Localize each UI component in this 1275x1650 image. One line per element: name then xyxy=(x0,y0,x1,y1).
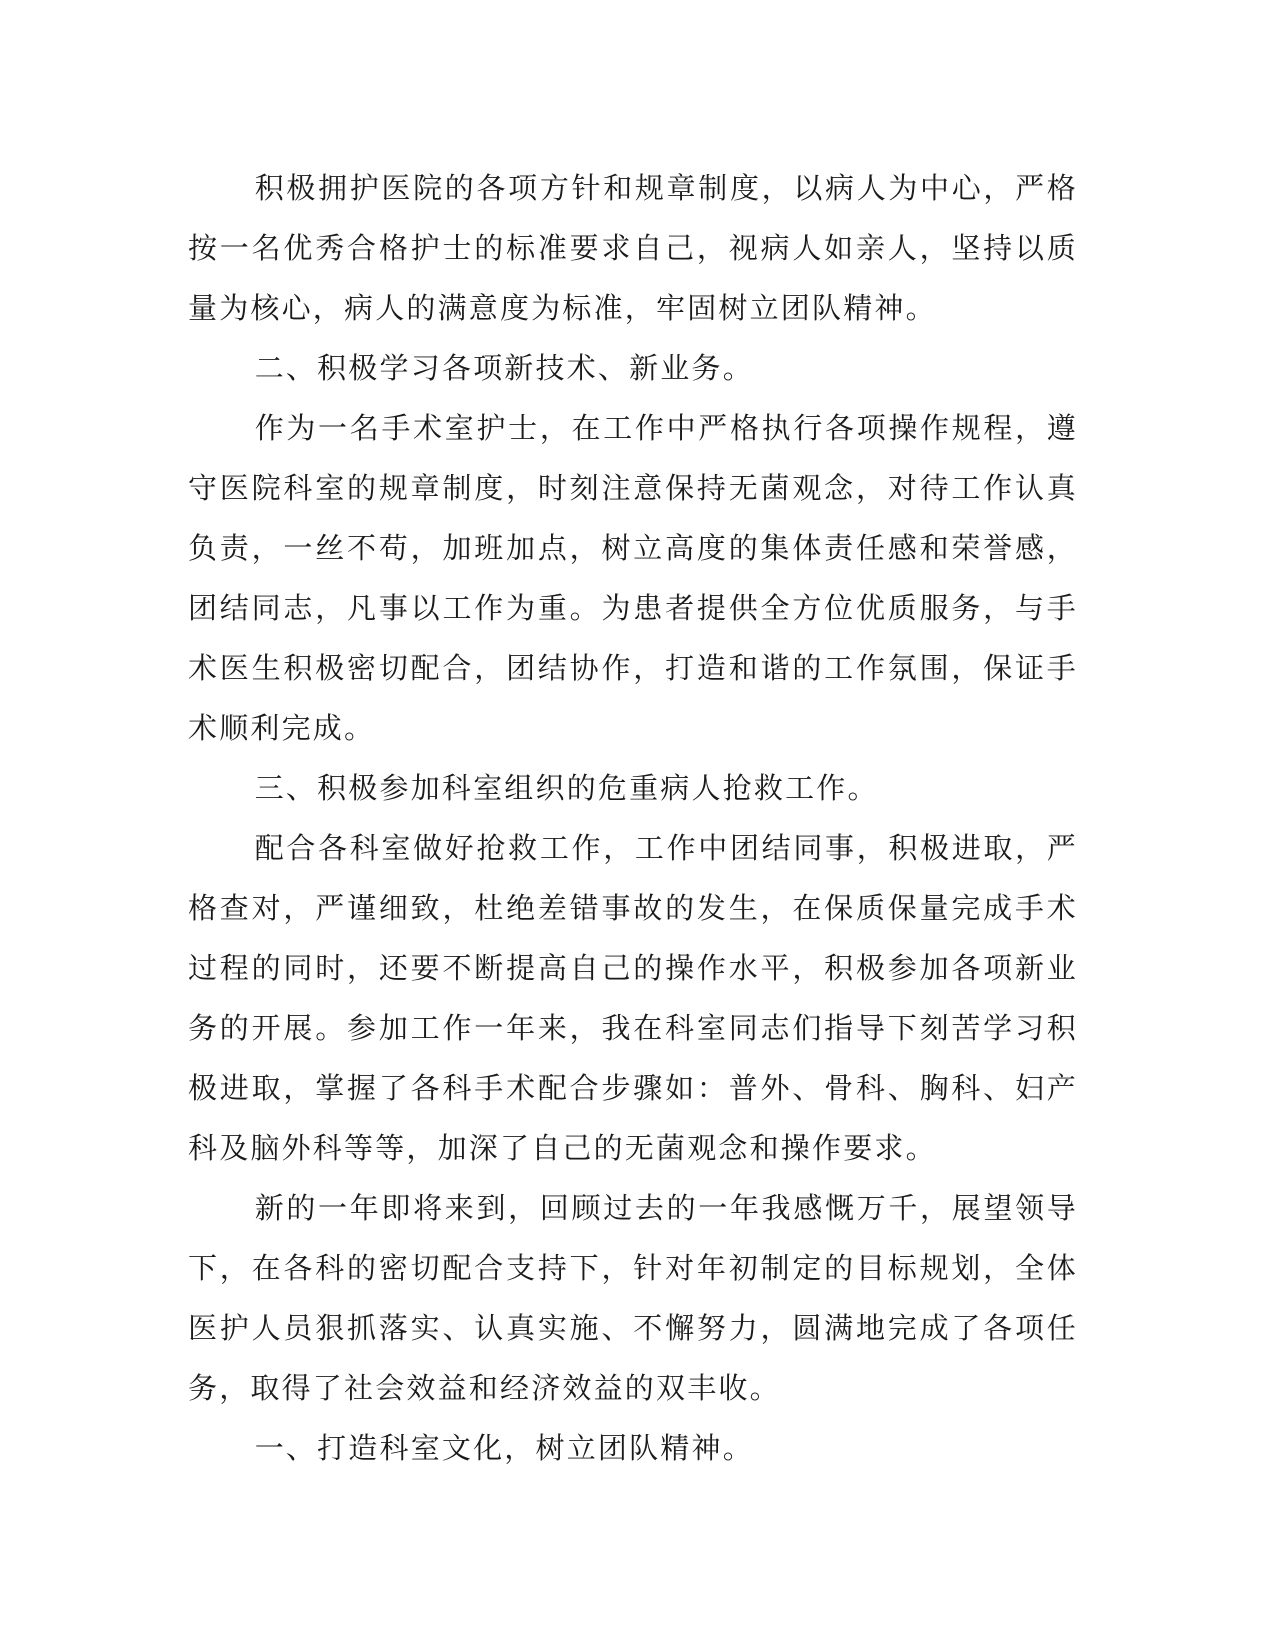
paragraph-rescue-work-and-learning: 配合各科室做好抢救工作，工作中团结同事，积极进取，严格查对，严谨细致，杜绝差错事故的发生，在保质保量完成手术过程的同时，还要不断提高自己的操作水平，积极参加各项新业务的开展。参加工作一年来，我在科室同志们指导下刻苦学习积极进取，掌握了各科手术配合步骤如：普外、骨科、胸科、妇产科及脑外科等等，加深了自己的无菌观念和操作要求。 xyxy=(188,831,1078,1165)
section-heading-learn-new-techniques: 二、积极学习各项新技术、新业务。 xyxy=(254,351,754,385)
section-heading-critical-patient-rescue: 三、积极参加科室组织的危重病人抢救工作。 xyxy=(254,771,879,805)
paragraph-operating-room-nurse-duties: 作为一名手术室护士，在工作中严格执行各项操作规程，遵守医院科室的规章制度，时刻注意保持无菌观念，对待工作认真负责，一丝不苟，加班加点，树立高度的集体责任感和荣誉感，团结同志，凡事以工作为重。为患者提供全方位优质服务，与手术医生积极密切配合，团结协作，打造和谐的工作氛围，保证手术顺利完成。 xyxy=(188,411,1078,745)
document-body xyxy=(188,158,1078,1478)
paragraph-new-year-review: 新的一年即将来到，回顾过去的一年我感慨万千，展望领导下，在各科的密切配合支持下，针对年初制定的目标规划，全体医护人员狠抓落实、认真实施、不懈努力，圆满地完成了各项任务，取得了社会效益和经济效益的双丰收。 xyxy=(188,1191,1078,1405)
paragraph-patient-centered-care: 积极拥护医院的各项方针和规章制度，以病人为中心，严格按一名优秀合格护士的标准要求自己，视病人如亲人，坚持以质量为核心，病人的满意度为标准，牢固树立团队精神。 xyxy=(188,171,1078,325)
section-heading-department-culture: 一、打造科室文化，树立团队精神。 xyxy=(254,1431,754,1465)
